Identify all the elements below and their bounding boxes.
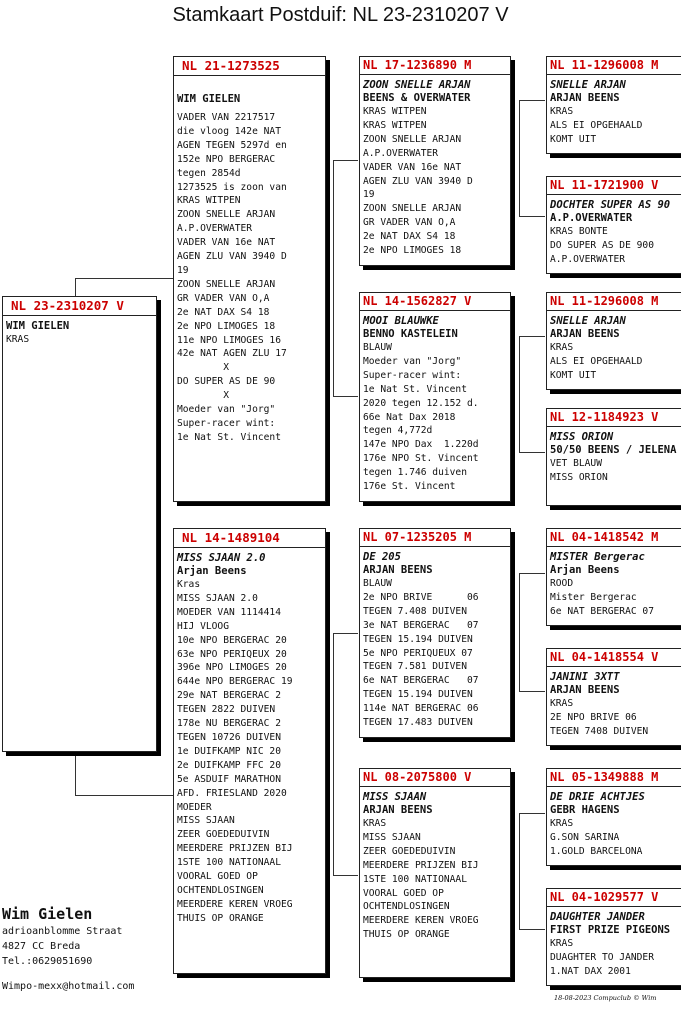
pigeon-name: DE 205 — [363, 551, 401, 563]
card-line: KOMT UIT — [550, 133, 597, 145]
card-line: 2e DUIFKAMP FFC 20 — [177, 759, 281, 771]
card-line: die vloog 142e NAT — [177, 125, 281, 137]
card-line: THUIS OP ORANGE — [177, 912, 264, 924]
card-line: 1273525 is zoon van — [177, 181, 287, 193]
ring-number: NL 11-1296008 M — [547, 57, 681, 75]
card-line: 1e Nat St. Vincent — [363, 383, 467, 395]
card-line: KRAS — [550, 106, 574, 117]
card-line: A.P.OVERWATER — [177, 223, 253, 235]
pigeon-card-mff[interactable] — [546, 528, 681, 626]
ring-number: NL 21-1273525 — [174, 57, 325, 76]
card-line: Super-racer wint: — [363, 369, 462, 381]
card-line: ALS EI OPGEHAALD — [550, 355, 643, 367]
pigeon-name: MISS SJAAN — [363, 791, 427, 803]
connector-line — [519, 216, 545, 217]
card-line: Moeder van "Jorg" — [363, 355, 462, 367]
card-line: 178e NU BERGERAC 2 — [177, 718, 281, 730]
print-stamp: 18-08-2023 Compuclub © Wim — [554, 994, 657, 1002]
card-line: KRAS — [550, 698, 574, 709]
pigeon-card-fmm[interactable] — [546, 408, 681, 506]
connector-line — [519, 573, 545, 574]
card-line: MISS ORION — [550, 471, 608, 483]
card-line: MEERDERE PRIJZEN BIJ — [363, 859, 479, 871]
owner-name: ARJAN BEENS — [550, 92, 620, 104]
card-line: 42e NAT AGEN ZLU 17 — [177, 348, 287, 360]
card-line: MEERDERE KEREN VROEG — [363, 915, 479, 927]
pigeon-name: DOCHTER SUPER AS 90 — [550, 199, 671, 211]
connector-line — [519, 813, 545, 814]
card-line: ZOON SNELLE ARJAN — [363, 203, 462, 215]
ring-number: NL 23-2310207 V — [3, 297, 156, 316]
card-line: 6e NAT BERGERAC 07 — [550, 605, 654, 617]
card-line: OCHTENDLOSINGEN — [363, 901, 450, 913]
ring-number: NL 08-2075800 V — [360, 769, 510, 787]
card-line: TEGEN 7.581 DUIVEN — [363, 661, 467, 673]
card-line: ROOD — [550, 578, 574, 589]
connector-line — [519, 691, 545, 692]
pigeon-card-father[interactable] — [173, 56, 326, 502]
card-line: MEERDERE PRIJZEN BIJ — [177, 843, 293, 855]
owner-name: Arjan Beens — [550, 564, 620, 576]
card-line: TEGEN 7408 DUIVEN — [550, 725, 649, 737]
pigeon-name: JANINI 3XTT — [550, 671, 620, 683]
pigeon-name: ZOON SNELLE ARJAN — [363, 79, 471, 91]
card-line: 5e NPO PERIQUEUX 07 — [363, 647, 473, 659]
card-line: MOEDER — [177, 801, 212, 813]
card-line: MISS SJAAN — [177, 815, 235, 827]
card-line: MOEDER VAN 1114414 — [177, 606, 281, 618]
page-title: Stamkaart Postduif: NL 23-2310207 V — [172, 4, 509, 26]
owner-name: FIRST PRIZE PIGEONS — [550, 924, 671, 936]
pigeon-card-mf[interactable] — [359, 528, 511, 738]
pigeon-name: DAUGHTER JANDER — [550, 911, 645, 923]
card-line: VET BLAUW — [550, 458, 602, 469]
ring-number: NL 17-1236890 M — [360, 57, 510, 75]
card-line: ALS EI OPGEHAALD — [550, 119, 643, 131]
connector-line — [519, 336, 520, 452]
pigeon-name: SNELLE ARJAN — [550, 79, 626, 91]
card-line: TEGEN 15.194 DUIVEN — [363, 633, 473, 645]
card-line: 1e Nat St. Vincent — [177, 431, 281, 443]
card-line: 1.GOLD BARCELONA — [550, 845, 643, 857]
connector-line — [519, 573, 520, 691]
card-line: VOORAL GOED OP — [177, 871, 258, 883]
pigeon-card-fmf[interactable] — [546, 292, 681, 390]
ring-number: NL 12-1184923 V — [547, 409, 681, 427]
card-line: MISS SJAAN 2.0 — [177, 592, 258, 604]
card-line: 2020 tegen 12.152 d. — [363, 397, 479, 409]
owner-name: ARJAN BEENS — [550, 328, 620, 340]
card-line: X — [177, 390, 229, 402]
ring-number: NL 05-1349888 M — [547, 769, 681, 787]
owner-city: 4827 CC Breda — [2, 941, 81, 952]
owner-name: WIM GIELEN — [177, 93, 241, 105]
card-line: ZOON SNELLE ARJAN — [177, 209, 276, 221]
ring-number: NL 14-1562827 V — [360, 293, 510, 311]
card-line: 5e ASDUIF MARATHON — [177, 773, 281, 785]
card-line: Mister Bergerac — [550, 591, 637, 603]
card-line: KRAS WITPEN — [177, 195, 241, 207]
ring-number: NL 14-1489104 — [174, 529, 325, 548]
connector-line — [75, 278, 76, 296]
pigeon-name: MISTER Bergerac — [550, 551, 645, 563]
owner-name: GEBR HAGENS — [550, 804, 620, 816]
card-line: 2e NPO BRIVE 06 — [363, 591, 479, 603]
card-line: VOORAL GOED OP — [363, 887, 444, 899]
pigeon-card-mmf[interactable] — [546, 768, 681, 866]
card-line: 2e NPO LIMOGES 18 — [177, 320, 276, 332]
card-line: AGEN TEGEN 5297d en — [177, 139, 287, 151]
card-line: THUIS OP ORANGE — [363, 929, 450, 941]
card-line: MEERDERE KEREN VROEG — [177, 898, 293, 910]
pigeon-name: MISS SJAAN 2.0 — [177, 552, 266, 564]
card-line: 2e NAT DAX S4 18 — [363, 231, 456, 243]
card-line: 3e NAT BERGERAC 07 — [363, 619, 479, 631]
card-line: 147e NPO Dax 1.220d — [363, 439, 479, 451]
card-line: BLAUW — [363, 578, 392, 589]
pigeon-card-ff[interactable] — [359, 56, 511, 266]
owner-name: WIM GIELEN — [6, 320, 70, 332]
card-line: TEGEN 17.483 DUIVEN — [363, 717, 473, 729]
ring-number: NL 07-1235205 M — [360, 529, 510, 547]
pigeon-name: DE DRIE ACHTJES — [550, 791, 645, 803]
card-line: AGEN ZLU VAN 3940 D — [177, 251, 287, 263]
card-line: A.P.OVERWATER — [363, 147, 439, 159]
connector-line — [333, 633, 334, 875]
card-line: 152e NPO BERGERAC — [177, 153, 276, 165]
pigeon-name: MOOI BLAUWKE — [363, 315, 439, 327]
card-line: 1STE 100 NATIONAAL — [363, 873, 467, 885]
connector-line — [519, 929, 545, 930]
card-line: tegen 1.746 duiven — [363, 467, 467, 479]
card-line: AFD. FRIESLAND 2020 — [177, 787, 287, 799]
card-line: 396e NPO LIMOGES 20 — [177, 662, 287, 674]
connector-line — [75, 278, 173, 279]
ring-number: NL 04-1418542 M — [547, 529, 681, 547]
connector-line — [519, 100, 520, 216]
card-line: HIJ VLOOG — [177, 620, 229, 632]
card-line: 1.NAT DAX 2001 — [550, 965, 631, 977]
connector-line — [519, 452, 545, 453]
ring-number: NL 11-1721900 V — [547, 177, 681, 195]
owner-street: adrioanblomme Straat — [2, 926, 123, 937]
card-line: 176e St. Vincent — [363, 481, 456, 493]
card-line: KOMT UIT — [550, 369, 597, 381]
connector-line — [333, 396, 358, 397]
owner-email[interactable]: Wimpo-mexx@hotmail.com — [2, 981, 135, 992]
card-line: KRAS — [6, 334, 30, 345]
card-line: Super-racer wint: — [177, 417, 276, 429]
owner-name: ARJAN BEENS — [550, 684, 620, 696]
connector-line — [75, 752, 76, 795]
card-line: 644e NPO BERGERAC 19 — [177, 676, 293, 688]
card-line: 66e Nat Dax 2018 — [363, 411, 456, 423]
card-line: VADER VAN 16e NAT — [177, 237, 276, 249]
ring-number: NL 11-1296008 M — [547, 293, 681, 311]
card-line: VADER VAN 2217517 — [177, 112, 276, 123]
card-line: 114e NAT BERGERAC 06 — [363, 703, 479, 715]
owner-name: ARJAN BEENS — [363, 804, 433, 816]
owner-address-block — [2, 904, 122, 969]
card-line: A.P.OVERWATER — [550, 253, 626, 265]
card-line: DO SUPER AS DE 90 — [177, 376, 276, 388]
card-line: KRAS — [550, 818, 574, 829]
card-line: tegen 4,772d — [363, 425, 433, 437]
pigeon-card-subject[interactable] — [2, 296, 157, 752]
card-line: ZOON SNELLE ARJAN — [363, 133, 462, 145]
card-line: 19 — [363, 189, 375, 201]
card-line: TEGEN 2822 DUIVEN — [177, 704, 276, 716]
card-line: KRAS BONTE — [550, 226, 608, 237]
pigeon-card-fm[interactable] — [359, 292, 511, 502]
card-line: KRAS — [363, 818, 387, 829]
card-line: KRAS WITPEN — [363, 106, 427, 117]
pigeon-name: SNELLE ARJAN — [550, 315, 626, 327]
card-line: MISS SJAAN — [363, 831, 421, 843]
card-line: 10e NPO BERGERAC 20 — [177, 634, 287, 646]
card-line: KRAS — [550, 938, 574, 949]
card-line: KRAS WITPEN — [363, 119, 427, 131]
card-line: TEGEN 7.408 DUIVEN — [363, 605, 467, 617]
card-line: tegen 2854d — [177, 167, 241, 179]
pigeon-card-ffm[interactable] — [546, 176, 681, 274]
connector-line — [519, 813, 520, 929]
pigeon-name: MISS ORION — [550, 431, 614, 443]
card-line: BLAUW — [363, 342, 392, 353]
card-line: 2E NPO BRIVE 06 — [550, 711, 637, 723]
card-line: 11e NPO LIMOGES 16 — [177, 334, 281, 346]
connector-line — [333, 160, 358, 161]
connector-line — [519, 100, 545, 101]
card-line: AGEN ZLU VAN 3940 D — [363, 175, 473, 187]
pigeon-card-mmm[interactable] — [546, 888, 681, 986]
card-line: 2e NAT DAX S4 18 — [177, 306, 270, 318]
card-line: ZOON SNELLE ARJAN — [177, 278, 276, 290]
card-line: 29e NAT BERGERAC 2 — [177, 690, 281, 702]
card-line: 1e DUIFKAMP NIC 20 — [177, 745, 281, 757]
owner-name: A.P.OVERWATER — [550, 212, 633, 224]
card-line: OCHTENDLOSINGEN — [177, 884, 264, 896]
card-line: GR VADER VAN O,A — [177, 292, 270, 304]
owner-name: Arjan Beens — [177, 565, 247, 577]
owner-name: BENNO KASTELEIN — [363, 328, 458, 340]
connector-line — [333, 160, 334, 396]
card-line: Moeder van "Jorg" — [177, 404, 276, 416]
card-line: 6e NAT BERGERAC 07 — [363, 675, 479, 687]
card-line: GR VADER VAN O,A — [363, 217, 456, 229]
pigeon-card-mfm[interactable] — [546, 648, 681, 746]
card-line: TEGEN 10726 DUIVEN — [177, 731, 281, 743]
owner-name: BEENS & OVERWATER — [363, 92, 471, 104]
card-line: 63e NPO PERIQEUX 20 — [177, 648, 287, 660]
card-line: DO SUPER AS DE 900 — [550, 239, 654, 251]
owner-name-footer: Wim Gielen — [2, 905, 93, 923]
card-line: 1STE 100 NATIONAAL — [177, 857, 281, 869]
card-line: Kras — [177, 579, 201, 590]
card-line: DUAGHTER TO JANDER — [550, 951, 654, 963]
card-line: KRAS — [550, 342, 574, 353]
owner-name: ARJAN BEENS — [363, 564, 433, 576]
card-line: 176e NPO St. Vincent — [363, 453, 479, 465]
connector-line — [333, 633, 358, 634]
connector-line — [75, 795, 173, 796]
ring-number: NL 04-1029577 V — [547, 889, 681, 907]
card-line: TEGEN 15.194 DUIVEN — [363, 689, 473, 701]
connector-line — [519, 336, 545, 337]
pigeon-card-mother[interactable] — [173, 528, 326, 974]
ring-number: NL 04-1418554 V — [547, 649, 681, 667]
card-line: G.SON SARINA — [550, 831, 620, 843]
owner-name: 50/50 BEENS / JELENA — [550, 444, 677, 456]
connector-line — [333, 875, 358, 876]
card-line: 2e NPO LIMOGES 18 — [363, 245, 462, 257]
card-line: 19 — [177, 264, 189, 276]
owner-phone: Tel.:0629051690 — [2, 956, 93, 967]
card-line: VADER VAN 16e NAT — [363, 161, 462, 173]
pigeon-card-mm[interactable] — [359, 768, 511, 978]
card-line: ZEER GOEDEDUIVIN — [177, 829, 270, 841]
pigeon-card-fff[interactable] — [546, 56, 681, 154]
card-line: X — [177, 362, 229, 374]
card-line: ZEER GOEDEDUIVIN — [363, 845, 456, 857]
